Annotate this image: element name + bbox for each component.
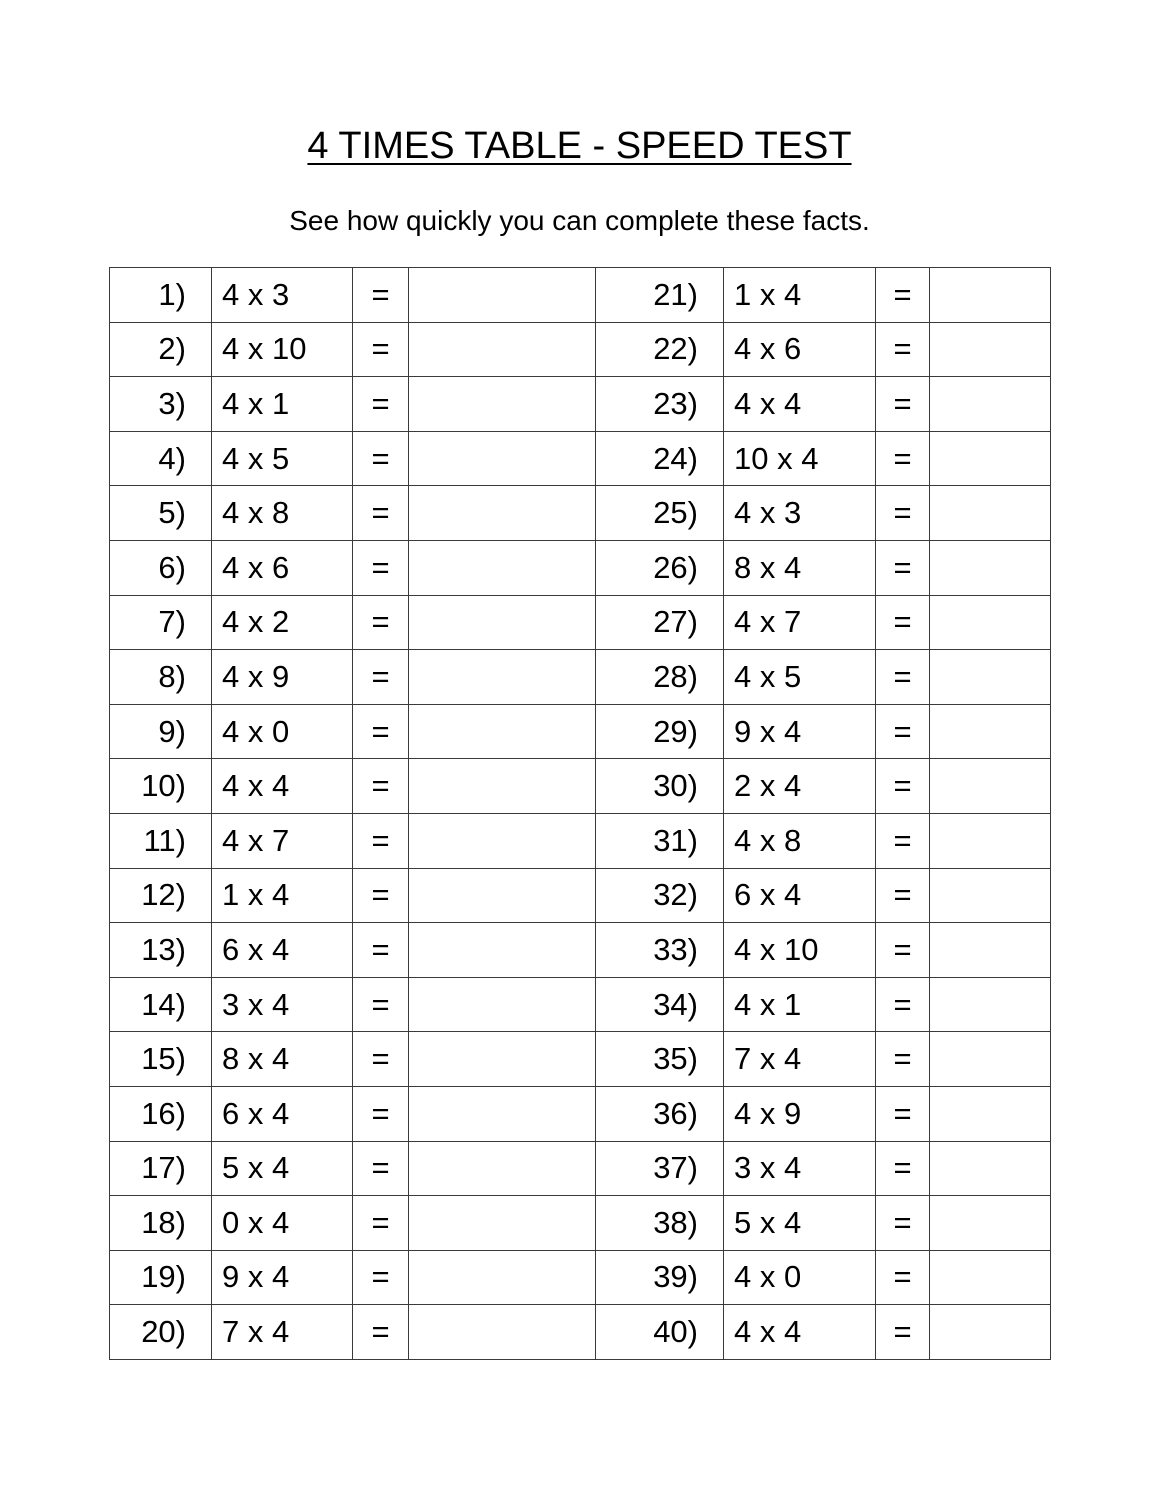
table-row (110, 431, 1051, 486)
question-number: 15) (110, 1032, 212, 1087)
question-number: 31) (596, 813, 724, 868)
question-number: 4) (110, 431, 212, 486)
equals-sign: = (353, 431, 409, 486)
answer-box[interactable] (930, 1086, 1051, 1141)
equals-sign: = (353, 1250, 409, 1305)
equals-sign: = (353, 1305, 409, 1360)
question-number: 26) (596, 540, 724, 595)
question-number: 35) (596, 1032, 724, 1087)
multiplication-problem: 5 x 4 (212, 1141, 353, 1196)
multiplication-problem: 10 x 4 (724, 431, 876, 486)
equals-sign: = (876, 868, 930, 923)
answer-box[interactable] (409, 431, 596, 486)
equals-sign: = (876, 1141, 930, 1196)
equals-sign: = (876, 268, 930, 323)
equals-sign: = (353, 1141, 409, 1196)
question-number: 21) (596, 268, 724, 323)
equals-sign: = (876, 759, 930, 814)
multiplication-problem: 1 x 4 (724, 268, 876, 323)
question-number: 14) (110, 977, 212, 1032)
equals-sign: = (353, 540, 409, 595)
answer-box[interactable] (409, 759, 596, 814)
multiplication-problem: 4 x 0 (212, 704, 353, 759)
question-number: 24) (596, 431, 724, 486)
multiplication-problem: 6 x 4 (212, 923, 353, 978)
equals-sign: = (876, 540, 930, 595)
question-number: 8) (110, 650, 212, 705)
multiplication-problem: 9 x 4 (724, 704, 876, 759)
equals-sign: = (876, 813, 930, 868)
multiplication-problem: 4 x 5 (212, 431, 353, 486)
multiplication-problem: 4 x 9 (212, 650, 353, 705)
multiplication-problem: 4 x 7 (724, 595, 876, 650)
equals-sign: = (353, 759, 409, 814)
multiplication-problem: 4 x 4 (212, 759, 353, 814)
question-number: 39) (596, 1250, 724, 1305)
multiplication-problem: 4 x 10 (212, 322, 353, 377)
multiplication-problem: 0 x 4 (212, 1196, 353, 1251)
equals-sign: = (876, 923, 930, 978)
answer-box[interactable] (930, 868, 1051, 923)
worksheet-instructions: See how quickly you can complete these facts. (289, 205, 870, 236)
answer-box[interactable] (409, 1250, 596, 1305)
multiplication-problem: 7 x 4 (724, 1032, 876, 1087)
question-number: 9) (110, 704, 212, 759)
equals-sign: = (353, 813, 409, 868)
answer-box[interactable] (930, 813, 1051, 868)
question-number: 19) (110, 1250, 212, 1305)
answer-box[interactable] (409, 813, 596, 868)
answer-box[interactable] (409, 1141, 596, 1196)
equals-sign: = (876, 1032, 930, 1087)
table-row (110, 1196, 1051, 1251)
answer-box[interactable] (930, 977, 1051, 1032)
table-row (110, 322, 1051, 377)
table-row (110, 540, 1051, 595)
multiplication-problem: 6 x 4 (212, 1086, 353, 1141)
answer-box[interactable] (930, 322, 1051, 377)
table-row (110, 813, 1051, 868)
multiplication-problem: 4 x 7 (212, 813, 353, 868)
question-number: 29) (596, 704, 724, 759)
equals-sign: = (876, 1250, 930, 1305)
equals-sign: = (876, 322, 930, 377)
worksheet-title-text: 4 TIMES TABLE - SPEED TEST (307, 125, 852, 167)
table-row (110, 704, 1051, 759)
table-row (110, 759, 1051, 814)
worksheet-title (0, 122, 1159, 170)
multiplication-problem: 4 x 1 (212, 377, 353, 432)
answer-box[interactable] (409, 1196, 596, 1251)
answer-box[interactable] (409, 704, 596, 759)
equals-sign: = (353, 322, 409, 377)
multiplication-problem: 4 x 0 (724, 1250, 876, 1305)
equals-sign: = (353, 923, 409, 978)
equals-sign: = (876, 486, 930, 541)
answer-box[interactable] (409, 595, 596, 650)
answer-box[interactable] (930, 650, 1051, 705)
question-number: 22) (596, 322, 724, 377)
answer-box[interactable] (409, 650, 596, 705)
multiplication-problem: 4 x 5 (724, 650, 876, 705)
answer-box[interactable] (409, 1032, 596, 1087)
equals-sign: = (353, 377, 409, 432)
question-number: 17) (110, 1141, 212, 1196)
equals-sign: = (353, 1086, 409, 1141)
question-number: 1) (110, 268, 212, 323)
equals-sign: = (353, 704, 409, 759)
equals-sign: = (876, 595, 930, 650)
table-row (110, 1305, 1051, 1360)
answer-box[interactable] (930, 431, 1051, 486)
answer-box[interactable] (409, 1086, 596, 1141)
answer-box[interactable] (930, 1032, 1051, 1087)
equals-sign: = (353, 268, 409, 323)
multiplication-problem: 4 x 8 (724, 813, 876, 868)
multiplication-problem: 4 x 3 (212, 268, 353, 323)
answer-box[interactable] (930, 759, 1051, 814)
multiplication-problem: 4 x 6 (212, 540, 353, 595)
question-number: 10) (110, 759, 212, 814)
answer-box[interactable] (409, 322, 596, 377)
table-row (110, 977, 1051, 1032)
question-number: 20) (110, 1305, 212, 1360)
equals-sign: = (353, 1032, 409, 1087)
equals-sign: = (353, 595, 409, 650)
question-number: 16) (110, 1086, 212, 1141)
question-number: 23) (596, 377, 724, 432)
question-number: 36) (596, 1086, 724, 1141)
multiplication-problem: 4 x 2 (212, 595, 353, 650)
multiplication-problem: 6 x 4 (724, 868, 876, 923)
multiplication-problem: 4 x 4 (724, 1305, 876, 1360)
question-number: 32) (596, 868, 724, 923)
table-row (110, 1141, 1051, 1196)
answer-box[interactable] (409, 268, 596, 323)
question-number: 11) (110, 813, 212, 868)
table-row (110, 595, 1051, 650)
answer-box[interactable] (409, 1305, 596, 1360)
answer-box[interactable] (409, 540, 596, 595)
table-row (110, 650, 1051, 705)
equals-sign: = (876, 650, 930, 705)
table-row (110, 377, 1051, 432)
answer-box[interactable] (930, 377, 1051, 432)
table-row (110, 486, 1051, 541)
answer-box[interactable] (930, 704, 1051, 759)
question-number: 3) (110, 377, 212, 432)
multiplication-problem: 4 x 4 (724, 377, 876, 432)
question-number: 40) (596, 1305, 724, 1360)
answer-box[interactable] (930, 1305, 1051, 1360)
answer-box[interactable] (409, 486, 596, 541)
question-number: 28) (596, 650, 724, 705)
answer-box[interactable] (930, 1141, 1051, 1196)
multiplication-problem: 3 x 4 (724, 1141, 876, 1196)
multiplication-problem: 5 x 4 (724, 1196, 876, 1251)
table-row (110, 268, 1051, 323)
table-row (110, 1086, 1051, 1141)
multiplication-problem: 7 x 4 (212, 1305, 353, 1360)
question-number: 30) (596, 759, 724, 814)
question-number: 38) (596, 1196, 724, 1251)
multiplication-problem: 4 x 9 (724, 1086, 876, 1141)
equals-sign: = (353, 486, 409, 541)
question-number: 7) (110, 595, 212, 650)
multiplication-problem: 9 x 4 (212, 1250, 353, 1305)
facts-table (109, 267, 1051, 1360)
multiplication-problem: 4 x 8 (212, 486, 353, 541)
question-number: 25) (596, 486, 724, 541)
question-number: 33) (596, 923, 724, 978)
equals-sign: = (353, 977, 409, 1032)
question-number: 27) (596, 595, 724, 650)
answer-box[interactable] (930, 486, 1051, 541)
answer-box[interactable] (409, 923, 596, 978)
equals-sign: = (876, 1086, 930, 1141)
multiplication-problem: 3 x 4 (212, 977, 353, 1032)
answer-box[interactable] (409, 377, 596, 432)
facts-table-body (110, 268, 1051, 1360)
equals-sign: = (353, 1196, 409, 1251)
answer-box[interactable] (930, 1196, 1051, 1251)
answer-box[interactable] (930, 595, 1051, 650)
multiplication-problem: 8 x 4 (724, 540, 876, 595)
answer-box[interactable] (930, 268, 1051, 323)
question-number: 37) (596, 1141, 724, 1196)
multiplication-problem: 2 x 4 (724, 759, 876, 814)
equals-sign: = (876, 1196, 930, 1251)
equals-sign: = (353, 650, 409, 705)
answer-box[interactable] (930, 540, 1051, 595)
question-number: 5) (110, 486, 212, 541)
answer-box[interactable] (409, 977, 596, 1032)
equals-sign: = (876, 1305, 930, 1360)
multiplication-problem: 1 x 4 (212, 868, 353, 923)
table-row (110, 1250, 1051, 1305)
question-number: 13) (110, 923, 212, 978)
question-number: 34) (596, 977, 724, 1032)
equals-sign: = (353, 868, 409, 923)
answer-box[interactable] (930, 1250, 1051, 1305)
equals-sign: = (876, 377, 930, 432)
answer-box[interactable] (930, 923, 1051, 978)
question-number: 12) (110, 868, 212, 923)
multiplication-problem: 8 x 4 (212, 1032, 353, 1087)
multiplication-problem: 4 x 3 (724, 486, 876, 541)
equals-sign: = (876, 977, 930, 1032)
table-row (110, 868, 1051, 923)
answer-box[interactable] (409, 868, 596, 923)
question-number: 18) (110, 1196, 212, 1251)
equals-sign: = (876, 431, 930, 486)
table-row (110, 1032, 1051, 1087)
question-number: 6) (110, 540, 212, 595)
question-number: 2) (110, 322, 212, 377)
multiplication-problem: 4 x 6 (724, 322, 876, 377)
multiplication-problem: 4 x 1 (724, 977, 876, 1032)
equals-sign: = (876, 704, 930, 759)
multiplication-problem: 4 x 10 (724, 923, 876, 978)
table-row (110, 923, 1051, 978)
